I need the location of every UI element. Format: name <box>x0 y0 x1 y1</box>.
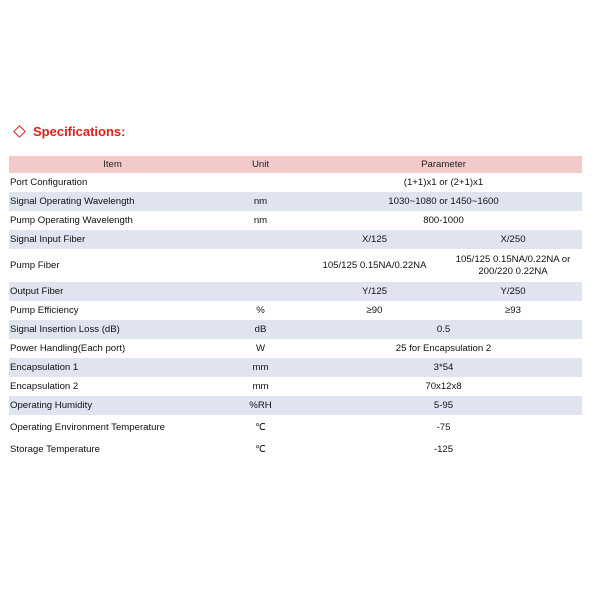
row-parameter-2: Y/250 <box>444 282 582 301</box>
row-parameter-2: X/250 <box>444 230 582 249</box>
row-unit <box>216 282 305 301</box>
table-header-row <box>9 156 582 173</box>
table-row <box>9 282 582 301</box>
table-row <box>9 173 582 192</box>
row-parameter: -125 <box>433 444 454 455</box>
row-item: Power Handling(Each port) <box>10 343 126 354</box>
table-row <box>9 358 582 377</box>
table-row <box>9 249 582 282</box>
specifications-heading <box>12 124 125 139</box>
row-parameter: 1030~1080 or 1450~1600 <box>305 192 582 211</box>
row-unit: ℃ <box>255 444 266 455</box>
row-parameter: 800-1000 <box>423 215 464 226</box>
table-row <box>9 192 582 211</box>
table-row <box>9 377 582 396</box>
row-unit: nm <box>216 192 305 211</box>
table-row <box>9 440 582 459</box>
row-item: Pump Efficiency <box>10 305 79 316</box>
row-unit: dB <box>216 320 305 339</box>
table-row <box>9 230 582 249</box>
row-parameter-1: Y/125 <box>305 282 444 301</box>
specifications-table <box>9 156 582 459</box>
row-item: Encapsulation 2 <box>10 381 79 392</box>
row-unit: mm <box>252 381 269 392</box>
section-title: Specifications: <box>33 124 126 139</box>
row-unit: ℃ <box>255 422 266 433</box>
row-parameter-1: X/125 <box>305 230 444 249</box>
row-unit: % <box>256 305 265 316</box>
table-row <box>9 339 582 358</box>
row-unit <box>216 173 305 192</box>
row-parameter: 0.5 <box>305 320 582 339</box>
row-item: Pump Fiber <box>10 260 60 271</box>
table-row <box>9 396 582 415</box>
row-unit: nm <box>253 215 268 226</box>
row-parameter: 5-95 <box>305 396 582 415</box>
row-parameter-1: 105/125 0.15NA/0.22NA <box>322 260 427 271</box>
diamond-bullet-icon <box>13 125 26 138</box>
header-unit: Unit <box>216 156 305 173</box>
row-item: Signal Insertion Loss (dB) <box>9 320 216 339</box>
row-unit <box>216 230 305 249</box>
row-parameter-2: 105/125 0.15NA/0.22NA or 200/220 0.22NA <box>455 253 571 277</box>
table-row <box>9 320 582 339</box>
row-parameter: (1+1)x1 or (2+1)x1 <box>403 177 484 188</box>
row-item: Operating Humidity <box>9 396 216 415</box>
row-item: Encapsulation 1 <box>9 358 216 377</box>
row-parameter: 70x12x8 <box>425 381 462 392</box>
row-unit: mm <box>216 358 305 377</box>
row-item: Output Fiber <box>9 282 216 301</box>
row-parameter: 3*54 <box>305 358 582 377</box>
row-parameter-2: ≥93 <box>505 305 521 316</box>
row-unit: W <box>255 343 266 354</box>
row-parameter-1: ≥90 <box>366 305 383 316</box>
row-item: Signal Input Fiber <box>9 230 216 249</box>
table-row <box>9 415 582 440</box>
table-row <box>9 211 582 230</box>
row-item: Port Configuration <box>10 177 88 188</box>
header-parameter: Parameter <box>305 156 582 173</box>
row-unit: %RH <box>216 396 305 415</box>
row-item: Operating Environment Temperature <box>10 422 166 433</box>
row-parameter: -75 <box>436 422 451 433</box>
row-item: Signal Operating Wavelength <box>9 192 216 211</box>
header-item: Item <box>9 156 216 173</box>
table-row <box>9 301 582 320</box>
row-item: Pump Operating Wavelength <box>10 215 133 226</box>
row-parameter: 25 for Encapsulation 2 <box>395 343 492 354</box>
row-item: Storage Temperature <box>10 444 100 455</box>
row-unit <box>216 249 305 282</box>
